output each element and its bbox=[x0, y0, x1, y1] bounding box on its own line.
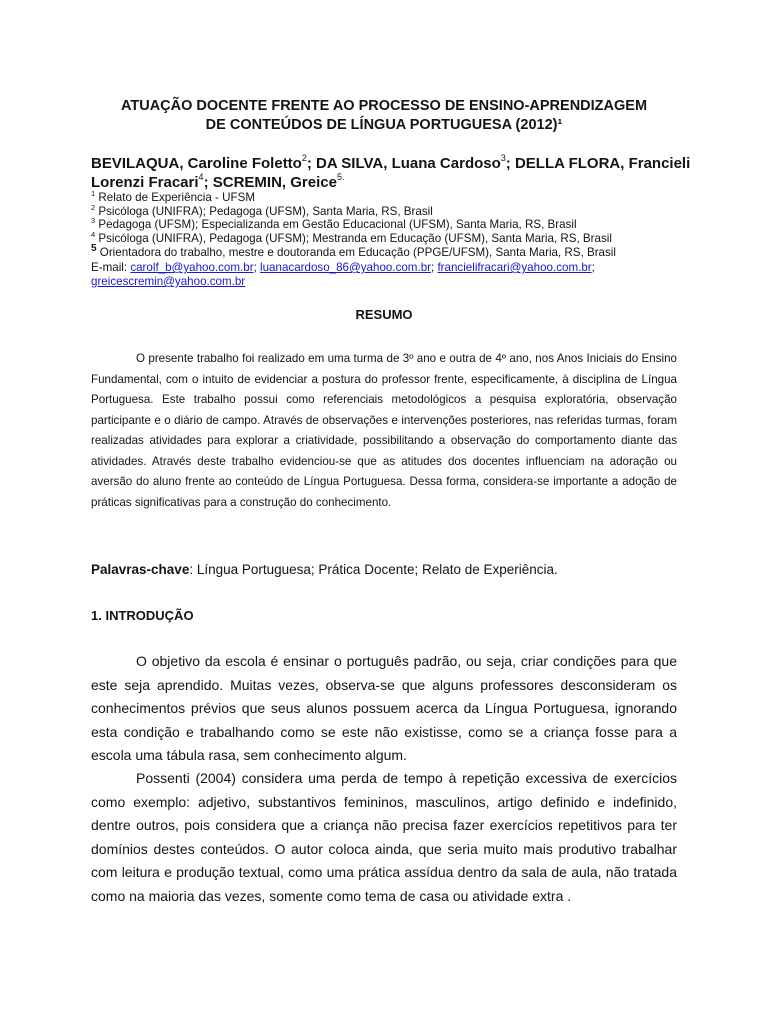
email-separator: ; bbox=[591, 261, 595, 274]
email-separator: ; bbox=[253, 261, 261, 274]
affiliation-text: Orientadora do trabalho, mestre e doutoranda em Educação (PPGE/UFSM), Santa Maria, RS, Brasil bbox=[99, 245, 616, 259]
affiliation-text: Psicóloga (UNIFRA); Pedagoga (UFSM), Santa Maria, RS, Brasil bbox=[98, 204, 433, 218]
affiliation-number: 1 bbox=[91, 189, 96, 198]
affiliation-item bbox=[91, 202, 691, 219]
abstract-text: O presente trabalho foi realizado em uma turma de 3º ano e outra de 4º ano, nos Anos Iniciais do Ensino Fundamental, com o intuito de evidenciar a postura do professor frente, especificamente, à disciplina de Língua Portuguesa. Este trabalho possui como referenciais metodológicos a pesquisa exploratória, observação participante e o diário de campo. Através de observações e intervenções posteriores, nas referidas turmas, foram realizadas atividades para explorar a criatividade, possibilitando a observação do comportamento diante das atividades. Através deste trabalho evidenciou-se que as atitudes dos docentes influenciam na adoração ou aversão do aluno frente ao conteúdo de Língua Portuguesa. Dessa forma, considera-se importante a adoção de práticas significativas para a construção do conhecimento. bbox=[91, 352, 677, 509]
email-separator: ; bbox=[431, 261, 438, 274]
author-footnote-marker: 4 bbox=[198, 172, 204, 182]
author-name: BEVILAQUA, Caroline Foletto bbox=[91, 155, 302, 172]
email-link[interactable]: luanacardoso_86@yahoo.com.br bbox=[260, 261, 431, 274]
introduction-paragraph: Possenti (2004) considera uma perda de tempo à repetição excessiva de exercícios como exemplo: adjetivo, substantivos femininos, masculinos, artigo definido e indefinido, dentre outros, pois considera que a criança não precisa fazer exercícios repetitivos para ter domínios destes conteúdos. O autor coloca ainda, que seria muito mais produtivo trabalhar com leitura e produção textual, como uma prática assídua dentro da sala de aula, não tratada como na maioria das vezes, somente como tema de casa ou atividade extra . bbox=[91, 770, 677, 904]
affiliation-number: 4 bbox=[91, 230, 96, 240]
abstract-heading: RESUMO bbox=[355, 307, 413, 322]
author-footnote-marker: 3 bbox=[500, 153, 506, 163]
affiliation-text: Pedagoga (UFSM); Especializanda em Gestão Educacional (UFSM), Santa Maria, RS, Brasil bbox=[98, 218, 577, 232]
affiliation-item bbox=[91, 191, 691, 205]
author-separator: ; bbox=[306, 155, 317, 172]
introduction-paragraph: O objetivo da escola é ensinar o português padrão, ou seja, criar condições para que este seja aprendido. Muitas vezes, observa-se que alguns professores desconsideram os conhecimentos prévios que seus alunos possuem acerca da Língua Portuguesa, ignorando esta condição e trabalhando como se este não existisse, como se a criança fosse para a escola uma tábula rasa, sem conhecimento algum. bbox=[91, 653, 677, 763]
paper-title-line-2: DE CONTEÚDOS DE LÍNGUA PORTUGUESA (2012)¹ bbox=[205, 117, 563, 133]
email-label: E-mail: bbox=[91, 261, 128, 274]
author-list bbox=[91, 154, 691, 192]
keywords-label: Palavras-chave bbox=[91, 562, 190, 577]
affiliation-text: Relato de Experiência - UFSM bbox=[98, 191, 255, 204]
author-separator: ; bbox=[203, 174, 213, 191]
author-name: SCREMIN, Greice bbox=[212, 174, 337, 191]
email-link[interactable]: carolf_b@yahoo.com.br bbox=[130, 261, 254, 274]
author-separator: ; bbox=[505, 155, 515, 172]
email-contacts bbox=[91, 261, 691, 289]
introduction-heading: 1. INTRODUÇÃO bbox=[91, 608, 194, 623]
email-link[interactable]: greicescremin@yahoo.com.br bbox=[91, 275, 246, 288]
author-name: DELLA FLORA, Francieli Lorenzi Fracari bbox=[91, 155, 691, 191]
paper-title-line-1: ATUAÇÃO DOCENTE FRENTE AO PROCESSO DE ENSINO-APRENDIZAGEM bbox=[120, 98, 648, 114]
affiliation-text: Psicóloga (UNIFRA), Pedagoga (UFSM); Mestranda em Educação (UFSM), Santa Maria, RS, Brasil bbox=[98, 232, 612, 246]
author-footnote-marker: 2 bbox=[301, 153, 307, 163]
affiliation-item bbox=[91, 232, 691, 246]
affiliation-item bbox=[91, 218, 691, 232]
affiliation-number: 2 bbox=[91, 202, 96, 212]
keywords bbox=[91, 562, 691, 577]
keywords-text: : Língua Portuguesa; Prática Docente; Relato de Experiência. bbox=[189, 562, 558, 577]
author-footnote-marker: 5. bbox=[336, 172, 345, 182]
affiliation-list bbox=[91, 191, 691, 260]
affiliation-item bbox=[91, 242, 691, 260]
email-link[interactable]: francielifracari@yahoo.com.br bbox=[437, 261, 592, 274]
author-name: DA SILVA, Luana Cardoso bbox=[316, 155, 501, 172]
affiliation-number: 3 bbox=[91, 216, 96, 226]
affiliation-number: 5 bbox=[91, 242, 97, 254]
paper-title bbox=[80, 97, 688, 135]
